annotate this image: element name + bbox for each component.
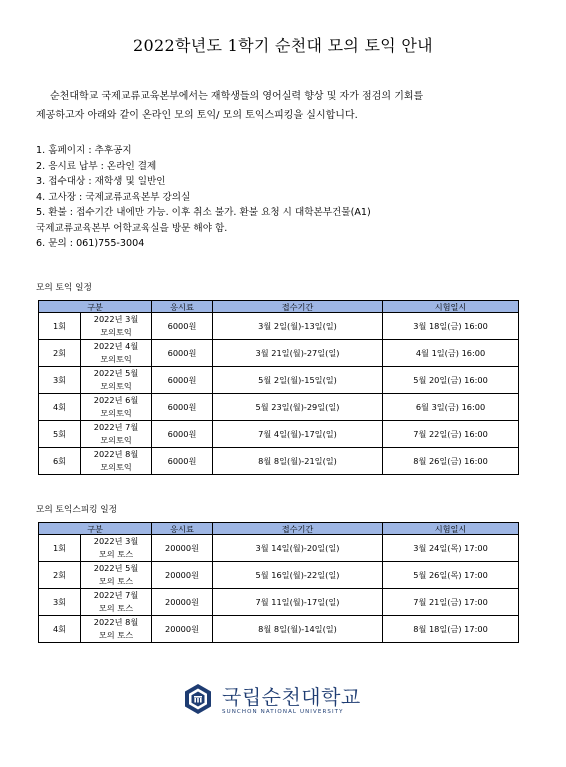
- round-cell: 2회: [39, 340, 81, 367]
- round-cell: 5회: [39, 421, 81, 448]
- period-cell: 7월 11일(월)-17일(일): [213, 589, 383, 616]
- speaking-schedule-heading: 모의 토익스피킹 일정: [36, 505, 118, 515]
- intro-paragraph: [36, 87, 528, 125]
- period-cell: 3월 14일(월)-20일(일): [213, 535, 383, 562]
- category-cell: 2022년 5월 모의토익: [81, 367, 152, 394]
- university-logo: [182, 683, 382, 723]
- info-list: [36, 143, 536, 252]
- exam-date-cell: 8월 26일(금) 16:00: [383, 448, 519, 475]
- speaking-schedule-table: [38, 522, 519, 643]
- period-cell: 3월 21일(월)-27일(일): [213, 340, 383, 367]
- category-cell: 2022년 5월 모의 토스: [81, 562, 152, 589]
- page-title: 2022학년도 1학기 순천대 모의 토익 안내: [133, 36, 433, 55]
- info-fee-payment: 2. 응시료 납부 : 온라인 결제: [36, 160, 157, 172]
- period-cell: 8월 8일(월)-14일(일): [213, 616, 383, 643]
- table-header-row: [39, 301, 519, 313]
- header-category: 구분: [39, 301, 152, 313]
- toeic-schedule-heading: 모의 토익 일정: [36, 283, 92, 293]
- fee-cell: 6000원: [152, 448, 213, 475]
- header-fee: 응시료: [152, 301, 213, 313]
- round-cell: 3회: [39, 367, 81, 394]
- info-homepage: 1. 홈페이지 : 추후공지: [36, 145, 132, 156]
- header-exam-date: 시험일시: [383, 523, 519, 535]
- header-category: 구분: [39, 523, 152, 535]
- info-refund-continued: 국제교류교육본부 어학교육실을 방문 해야 함.: [36, 222, 228, 234]
- intro-line-2: 제공하고자 아래와 같이 온라인 모의 토익/ 모의 토익스피킹을 실시합니다.: [36, 110, 358, 121]
- intro-line-1: 순천대학교 국제교류교육본부에서는 재학생들의 영어실력 향상 및 자가 점검의 기회를: [50, 91, 424, 102]
- exam-date-cell: 6월 3일(금) 16:00: [383, 394, 519, 421]
- category-cell: 2022년 8월 모의토익: [81, 448, 152, 475]
- exam-date-cell: 7월 22일(금) 16:00: [383, 421, 519, 448]
- header-period: 접수기간: [213, 301, 383, 313]
- category-cell: 2022년 4월 모의토익: [81, 340, 152, 367]
- exam-date-cell: 8월 18일(금) 17:00: [383, 616, 519, 643]
- info-refund: 5. 환불 : 접수기간 내에만 가능. 이후 취소 불가. 환불 요청 시 대학본부건물(A1): [36, 207, 371, 218]
- exam-date-cell: 5월 20일(금) 16:00: [383, 367, 519, 394]
- fee-cell: 6000원: [152, 421, 213, 448]
- category-cell: 2022년 3월 모의토익: [81, 313, 152, 340]
- category-cell: 2022년 3월 모의 토스: [81, 535, 152, 562]
- header-period: 접수기간: [213, 523, 383, 535]
- round-cell: 4회: [39, 616, 81, 643]
- fee-cell: 6000원: [152, 394, 213, 421]
- university-name: 국립순천대학교: [222, 685, 361, 709]
- table-row: [39, 535, 519, 562]
- period-cell: 7월 4일(월)-17일(일): [213, 421, 383, 448]
- round-cell: 6회: [39, 448, 81, 475]
- round-cell: 2회: [39, 562, 81, 589]
- period-cell: 5월 2일(월)-15일(일): [213, 367, 383, 394]
- table-row: [39, 562, 519, 589]
- info-eligibility: 3. 접수대상 : 재학생 및 일반인: [36, 176, 166, 187]
- fee-cell: 6000원: [152, 367, 213, 394]
- table-row: [39, 448, 519, 475]
- exam-date-cell: 5월 26일(목) 17:00: [383, 562, 519, 589]
- table-header-row: [39, 523, 519, 535]
- table-row: [39, 367, 519, 394]
- fee-cell: 6000원: [152, 340, 213, 367]
- exam-date-cell: 3월 24일(목) 17:00: [383, 535, 519, 562]
- fee-cell: 6000원: [152, 313, 213, 340]
- category-cell: 2022년 7월 모의 토스: [81, 589, 152, 616]
- university-emblem-icon: [182, 683, 214, 715]
- fee-cell: 20000원: [152, 616, 213, 643]
- category-cell: 2022년 6월 모의토익: [81, 394, 152, 421]
- fee-cell: 20000원: [152, 589, 213, 616]
- fee-cell: 20000원: [152, 535, 213, 562]
- category-cell: 2022년 7월 모의토익: [81, 421, 152, 448]
- table-row: [39, 394, 519, 421]
- university-english-name: SUNCHON NATIONAL UNIVERSITY: [222, 709, 344, 715]
- round-cell: 1회: [39, 313, 81, 340]
- period-cell: 8월 8일(월)-21일(일): [213, 448, 383, 475]
- period-cell: 5월 23일(월)-29일(일): [213, 394, 383, 421]
- info-exam-room: 4. 고사장 : 국제교류교육본부 강의실: [36, 191, 191, 203]
- exam-date-cell: 3월 18일(금) 16:00: [383, 313, 519, 340]
- round-cell: 4회: [39, 394, 81, 421]
- exam-date-cell: 7월 21일(금) 17:00: [383, 589, 519, 616]
- category-cell: 2022년 8월 모의 토스: [81, 616, 152, 643]
- table-row: [39, 340, 519, 367]
- table-row: [39, 616, 519, 643]
- period-cell: 3월 2일(월)-13일(일): [213, 313, 383, 340]
- info-contact: 6. 문의 : 061)755-3004: [36, 238, 145, 249]
- round-cell: 1회: [39, 535, 81, 562]
- header-fee: 응시료: [152, 523, 213, 535]
- table-row: [39, 589, 519, 616]
- round-cell: 3회: [39, 589, 81, 616]
- period-cell: 5월 16일(월)-22일(일): [213, 562, 383, 589]
- fee-cell: 20000원: [152, 562, 213, 589]
- header-exam-date: 시험일시: [383, 301, 519, 313]
- exam-date-cell: 4월 1일(금) 16:00: [383, 340, 519, 367]
- toeic-schedule-table: [38, 300, 519, 475]
- table-row: [39, 421, 519, 448]
- table-row: [39, 313, 519, 340]
